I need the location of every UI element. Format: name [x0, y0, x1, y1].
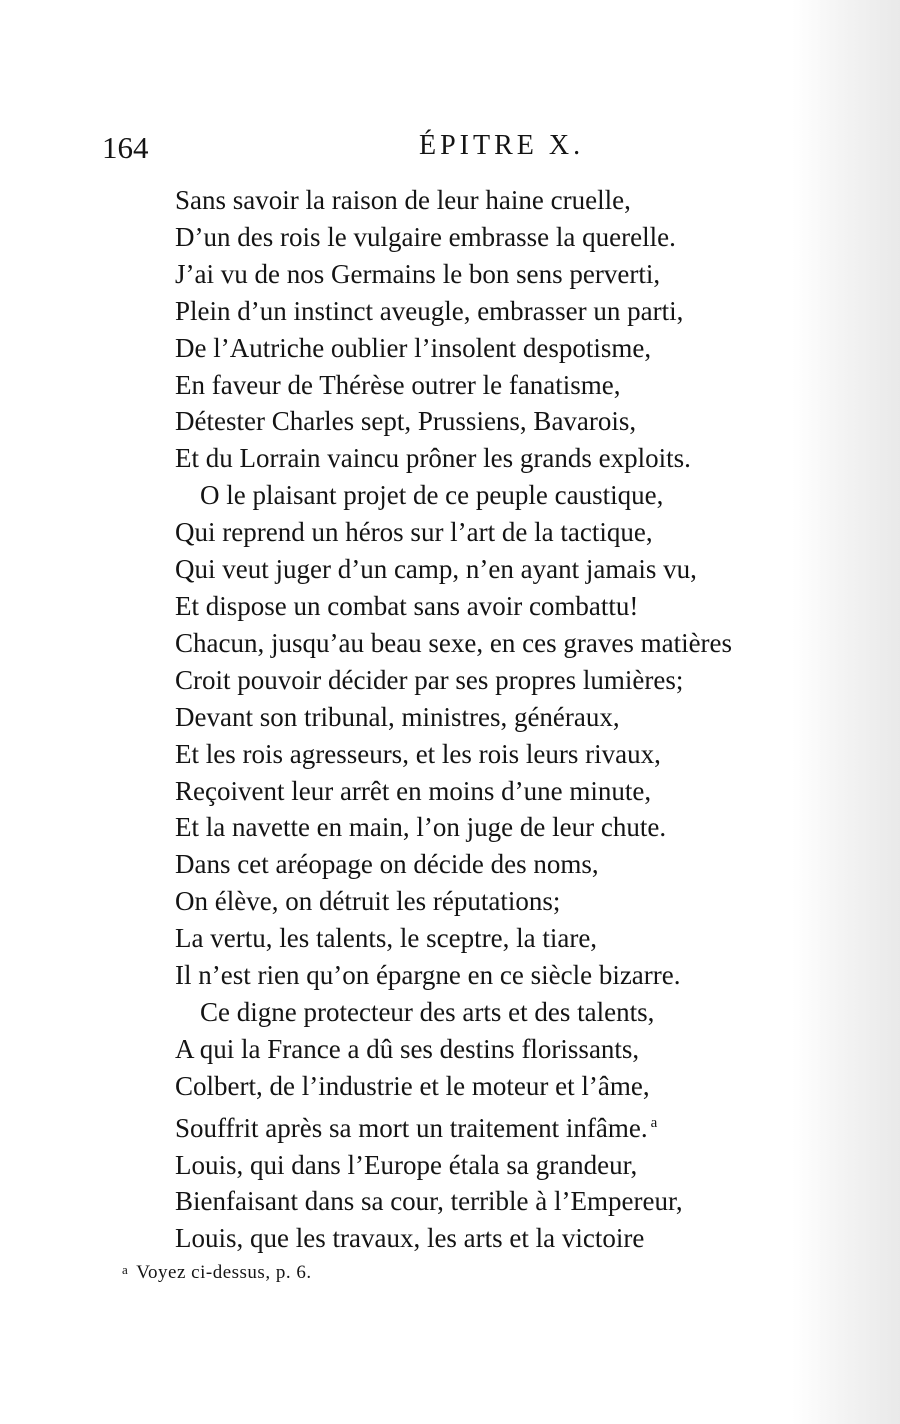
- verse-line-text: Il n’est rien qu’on épargne en ce siècle bizarre.: [175, 960, 681, 991]
- verse-line: [175, 403, 875, 440]
- verse-line: [175, 994, 875, 1031]
- verse-line-text: Reçoivent leur arrêt en moins d’une minute,: [175, 775, 652, 806]
- verse-line-text: Qui reprend un héros sur l’art de la tactique,: [175, 517, 653, 548]
- footnote: [122, 1262, 312, 1284]
- verse-line: [175, 957, 875, 994]
- footnote-mark: a: [122, 1262, 129, 1277]
- footnote-text: Voyez ci-dessus, p. 6.: [136, 1262, 312, 1283]
- verse-line: [175, 1147, 875, 1184]
- verse-line: [175, 736, 875, 773]
- verse-line-text: Louis, que les travaux, les arts et la victoire: [175, 1223, 645, 1254]
- verse-line-text: Croit pouvoir décider par ses propres lumières;: [175, 664, 684, 695]
- verse-line: [175, 477, 875, 514]
- verse-line: [175, 1068, 875, 1105]
- verse-line: [175, 773, 875, 810]
- verse-line-text: A qui la France a dû ses destins florissants,: [175, 1033, 640, 1064]
- verse-line: [175, 588, 875, 625]
- verse-line: [175, 1183, 875, 1220]
- verse-line-text: Plein d’un instinct aveugle, embrasser un parti,: [175, 295, 684, 326]
- verse-line-text: Détester Charles sept, Prussiens, Bavarois,: [175, 406, 637, 437]
- verse-line-text: Dans cet aréopage on décide des noms,: [175, 849, 599, 880]
- verse-line-text: Et la navette en main, l’on juge de leur chute.: [175, 812, 667, 843]
- footnote-reference: a: [650, 1114, 658, 1131]
- verse-line: [175, 1105, 875, 1147]
- verse-line-text: Ce digne protecteur des arts et des talents,: [200, 996, 655, 1027]
- verse-line-text: O le plaisant projet de ce peuple caustique,: [200, 480, 664, 511]
- verse-line-text: Colbert, de l’industrie et le moteur et l’âme,: [175, 1070, 650, 1101]
- verse-line: [175, 219, 875, 256]
- verse-line-text: D’un des rois le vulgaire embrasse la querelle.: [175, 221, 676, 252]
- running-title: ÉPITRE X.: [419, 130, 585, 161]
- verse-line-text: Devant son tribunal, ministres, généraux,: [175, 701, 620, 732]
- verse-line: [175, 330, 875, 367]
- verse-line-text: Sans savoir la raison de leur haine cruelle,: [175, 185, 631, 215]
- verse-line: [175, 1031, 875, 1068]
- verse-line: [175, 920, 875, 957]
- verse-line: [175, 662, 875, 699]
- verse-line: [175, 1220, 875, 1257]
- verse-line: [175, 699, 875, 736]
- verse-line-text: Et dispose un combat sans avoir combattu!: [175, 590, 639, 621]
- verse-line-text: On élève, on détruit les réputations;: [175, 886, 561, 917]
- verse-line-text: Qui veut juger d’un camp, n’en ayant jamais vu,: [175, 554, 697, 585]
- verse-line-text: Chacun, jusqu’au beau sexe, en ces graves matières: [175, 627, 733, 658]
- verse-line-text: En faveur de Thérèse outrer le fanatisme,: [175, 369, 621, 400]
- verse-line: [175, 883, 875, 920]
- verse-line: [175, 367, 875, 404]
- verse-line: [175, 514, 875, 551]
- verse-line-text: Et les rois agresseurs, et les rois leurs rivaux,: [175, 738, 661, 769]
- verse-line: [175, 440, 875, 477]
- verse-line-text: Bienfaisant dans sa cour, terrible à l’Empereur,: [175, 1186, 683, 1217]
- verse-line: [175, 256, 875, 293]
- verse-line: [175, 182, 875, 219]
- verse-line-text: J’ai vu de nos Germains le bon sens perverti,: [175, 258, 661, 289]
- verse-body: [175, 182, 875, 1257]
- verse-line-text: Souffrit après sa mort un traitement infâme.: [175, 1112, 648, 1143]
- verse-line: [175, 551, 875, 588]
- verse-line: [175, 809, 875, 846]
- verse-line-text: Et du Lorrain vaincu prôner les grands exploits.: [175, 443, 691, 474]
- verse-line-text: Louis, qui dans l’Europe étala sa grandeur,: [175, 1149, 638, 1180]
- page-number: 164: [102, 130, 149, 165]
- verse-line: [175, 625, 875, 662]
- verse-line-text: De l’Autriche oublier l’insolent despotisme,: [175, 332, 652, 363]
- verse-line: [175, 293, 875, 330]
- verse-line: [175, 846, 875, 883]
- verse-line-text: La vertu, les talents, le sceptre, la tiare,: [175, 923, 598, 954]
